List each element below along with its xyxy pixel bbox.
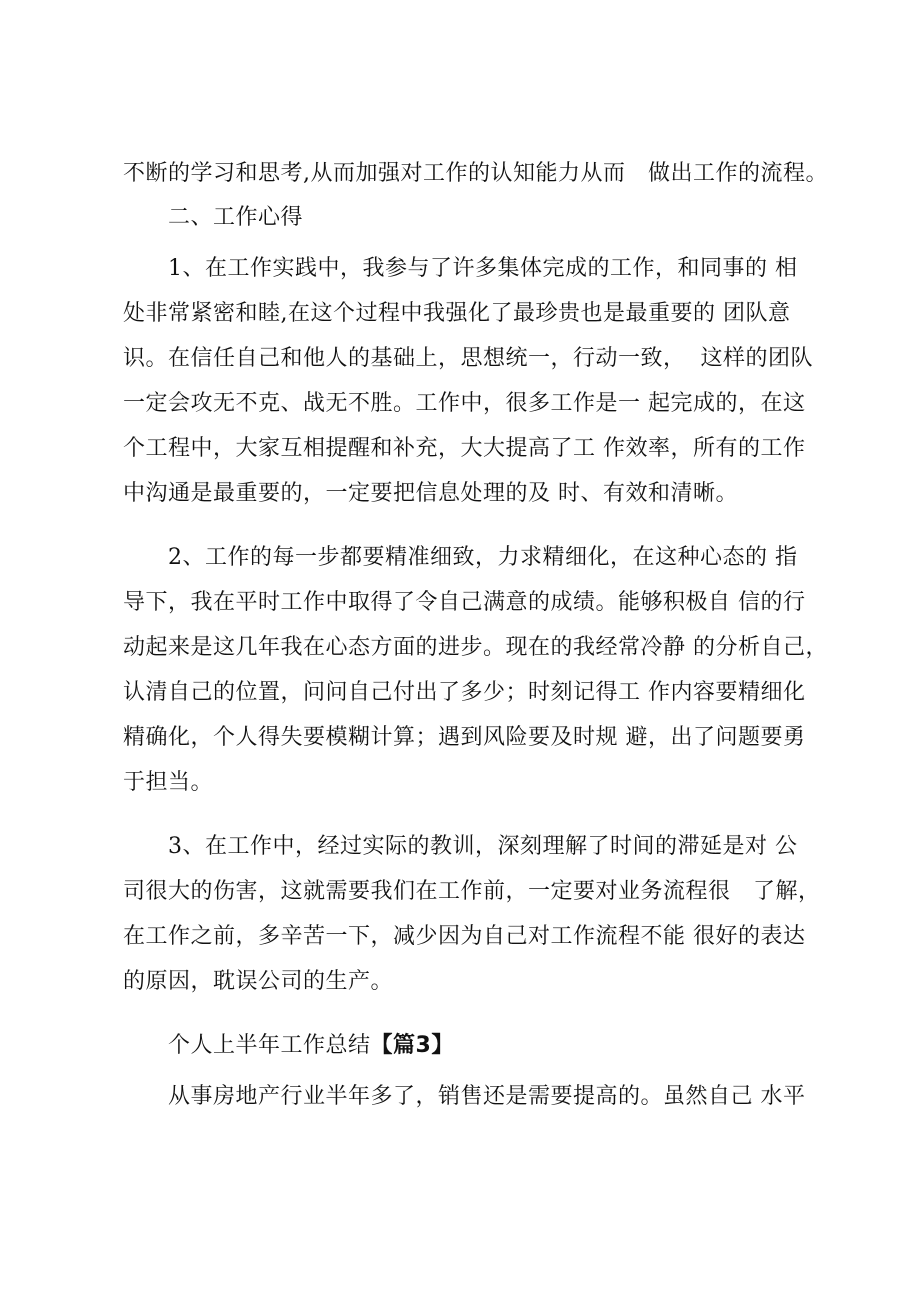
paragraph-line: 1、在工作实践中，我参与了许多集体完成的工作，和同事的 相 (168, 256, 798, 281)
paragraph-line: 从事房地产行业半年多了，销售还是需要提高的。虽然自己 水平 (168, 1084, 806, 1109)
paragraph-line: 认清自己的位置，问问自己付出了多少；时刻记得工 作内容要精细化 (123, 680, 806, 705)
paragraph-line: 2、工作的每一步都要精准细致，力求精细化，在这种心态的 指 (168, 545, 798, 570)
paragraph-line: 动起来是这几年我在心态方面的进步。现在的我经常冷静 的分析自己， (123, 635, 828, 660)
paragraph-line: 导下，我在平时工作中取得了令自己满意的成绩。能够积极自 信的行 (123, 590, 806, 615)
paragraph-line: 处非常紧密和睦,在这个过程中我强化了最珍贵也是最重要的 团队意 (123, 301, 791, 326)
article-part-label: 【篇3】 (370, 1033, 454, 1058)
paragraph-line: 于担当。 (123, 770, 214, 795)
paragraph-line: 的原因，耽误公司的生产。 (123, 969, 394, 994)
paragraph-line: 在工作之前，多辛苦一下，减少因为自己对工作流程不能 很好的表达 (123, 924, 806, 949)
article-title (168, 1026, 888, 1066)
body-text-line: 不断的学习和思考,从而加强对工作的认知能力从而 做出工作的流程。 (123, 161, 828, 186)
paragraph-line: 3、在工作中，经过实际的教训，深刻理解了时间的滞延是对 公 (168, 834, 798, 859)
article-title-text: 个人上半年工作总结 (168, 1033, 371, 1058)
paragraph-line: 精确化，个人得失要模糊计算；遇到风险要及时规 避，出了问题要勇 (123, 725, 806, 750)
paragraph-line: 个工程中，大家互相提醒和补充，大大提高了工 作效率，所有的工作 (123, 436, 806, 461)
paragraph-line: 司很大的伤害，这就需要我们在工作前，一定要对业务流程很 了解， (123, 879, 821, 904)
paragraph-line: 中沟通是最重要的，一定要把信息处理的及 时、有效和清晰。 (123, 481, 738, 506)
section-heading: 二、工作心得 (168, 205, 304, 230)
paragraph-line: 一定会攻无不克、战无不胜。工作中，很多工作是一 起完成的，在这 (123, 391, 806, 416)
paragraph-line: 识。在信任自己和他人的基础上，思想统一，行动一致， 这样的团队 (123, 346, 813, 371)
